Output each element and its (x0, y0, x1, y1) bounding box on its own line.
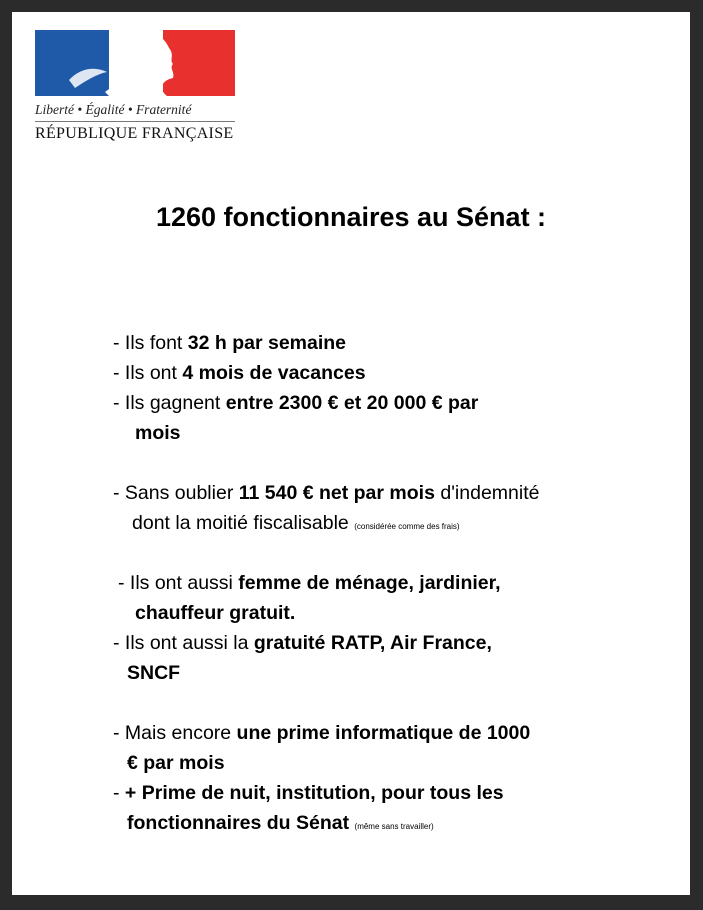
list-item-line (113, 721, 530, 745)
text: - Ils ont aussi la (113, 632, 254, 654)
list-item-line (127, 751, 225, 775)
list-item-line (118, 571, 501, 595)
page-title: 1260 fonctionnaires au Sénat : (155, 202, 547, 232)
bold-text: entre 2300 € et 20 000 € par (225, 392, 479, 414)
text: dont la moitié fiscalisable (132, 512, 355, 534)
list-item-line (113, 391, 478, 415)
text: - Ils font (113, 332, 188, 354)
list-item-line (113, 481, 539, 505)
small-note: (même sans travailler) (354, 822, 434, 831)
marianne-flag-icon (35, 30, 235, 96)
bold-text: gratuité RATP, Air France, (253, 632, 492, 654)
list-item-line (113, 331, 346, 355)
list-item-line (113, 631, 492, 655)
bold-text: fonctionnaires du Sénat (127, 812, 355, 834)
bold-text: une prime informatique de 1000 (236, 722, 531, 744)
bold-text: 32 h par semaine (187, 332, 347, 354)
bold-text: mois (135, 422, 181, 444)
document-page (12, 12, 690, 895)
bold-text: femme de ménage, jardinier, (238, 572, 501, 594)
republique-francaise-logo (35, 30, 235, 143)
list-item-line (135, 421, 181, 445)
text: - Mais encore (113, 722, 237, 744)
bold-text: € par mois (127, 752, 225, 774)
text: - Ils ont aussi (118, 572, 239, 594)
bold-text: chauffeur gratuit. (135, 602, 296, 624)
text: - (113, 782, 125, 804)
bold-text: 11 540 € net par mois (238, 482, 435, 504)
text: - Ils gagnent (113, 392, 226, 414)
list-item-line (127, 811, 434, 839)
text: - Ils ont (113, 362, 183, 384)
bold-text: 4 mois de vacances (182, 362, 366, 384)
list-item-line (127, 661, 180, 685)
bold-text: SNCF (127, 662, 181, 684)
text: d'indemnité (434, 482, 540, 504)
small-note: (considérée comme des frais) (354, 522, 460, 531)
list-item-line (132, 511, 460, 539)
bold-text: + Prime de nuit, institution, pour tous les (124, 782, 504, 804)
list-item-line (135, 601, 295, 625)
logo-motto: Liberté • Égalité • Fraternité (35, 102, 235, 122)
text: - Sans oublier (113, 482, 239, 504)
logo-republique-francaise: RÉPUBLIQUE FRANÇAISE (35, 125, 234, 142)
list-item-line (113, 781, 504, 805)
list-item-line (113, 361, 366, 385)
